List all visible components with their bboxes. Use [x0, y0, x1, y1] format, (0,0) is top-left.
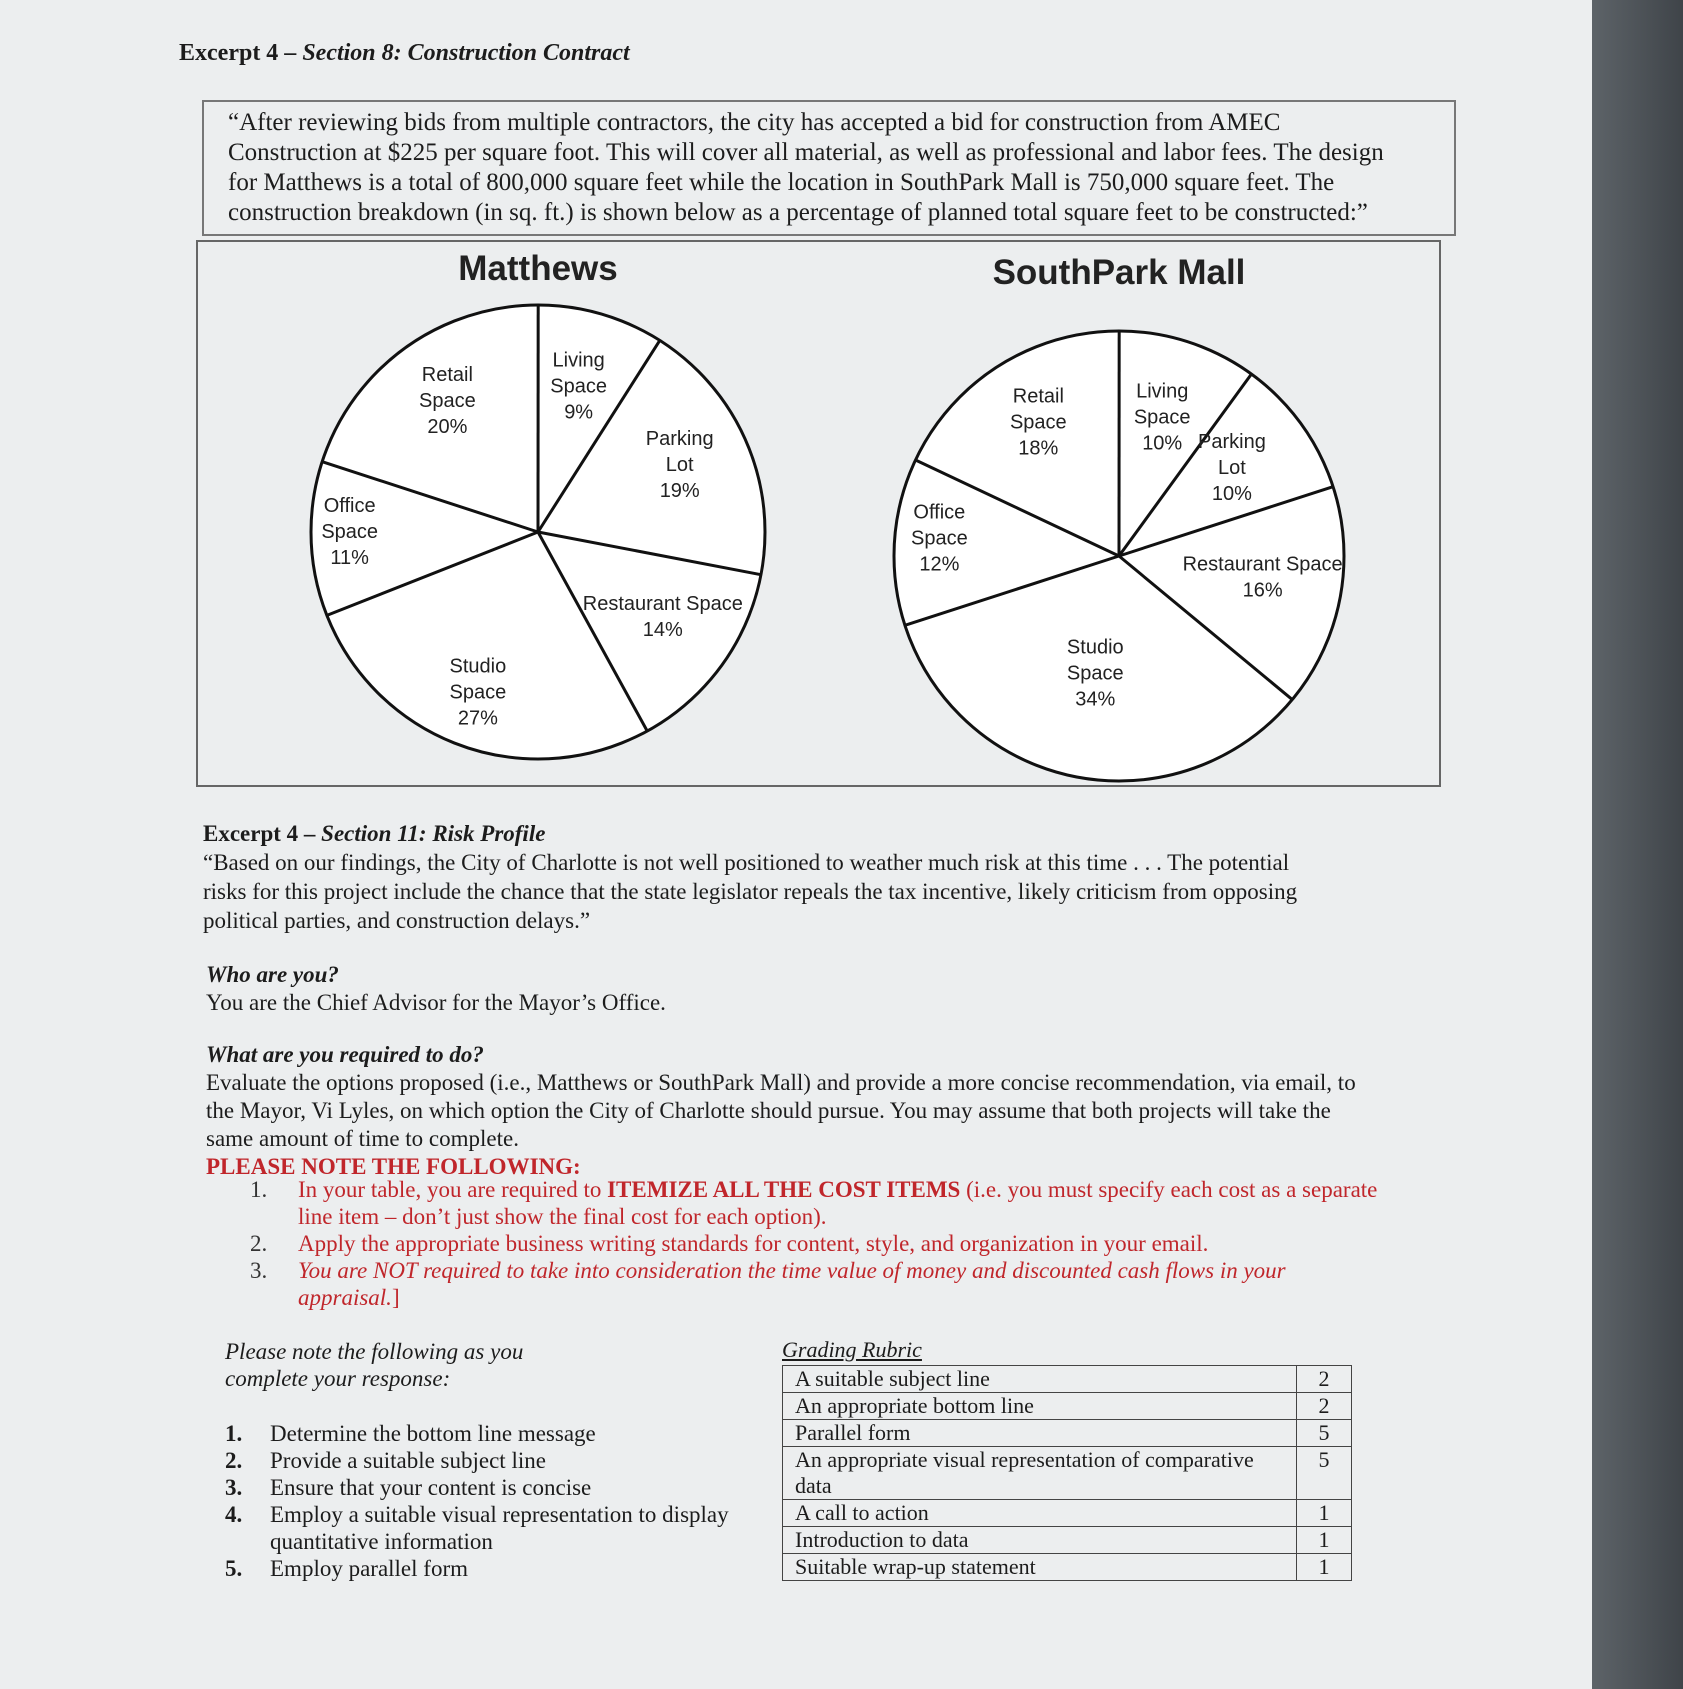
- item-text: Employ a suitable visual representation to display quantitative information: [270, 1502, 729, 1554]
- item-text: Determine the bottom line message: [270, 1421, 596, 1446]
- rubric-criterion: A suitable subject line: [783, 1366, 1297, 1393]
- rubric-points: 1: [1297, 1500, 1352, 1527]
- pie-slice-label: Living Space 9%: [550, 349, 608, 424]
- what-line: the Mayor, Vi Lyles, on which option the City of Charlotte should pursue. You may assume that both projects will take the: [206, 1098, 1331, 1123]
- table-row: [783, 1554, 1352, 1581]
- pie-slice-label: Restaurant Space 16%: [1182, 553, 1343, 602]
- pie-slice-label: Retail Space 18%: [1009, 385, 1067, 460]
- pie-slice-label: Parking Lot 10%: [1198, 431, 1266, 506]
- item-text-part: (i.e. you must specify each cost as a separate line item – don’t just show the final cost for each option).: [298, 1177, 1378, 1229]
- rubric-points: 5: [1297, 1447, 1352, 1500]
- rubric-criterion: An appropriate bottom line: [783, 1393, 1297, 1420]
- chart-title: Matthews: [458, 249, 618, 288]
- section-title: Section 8: Construction Contract: [302, 40, 630, 66]
- note-list: [250, 1176, 1390, 1311]
- chart-title: SouthPark Mall: [992, 253, 1246, 292]
- item-text: [298, 1257, 1390, 1311]
- rubric-criterion: Introduction to data: [783, 1527, 1297, 1554]
- list-item: [250, 1257, 1390, 1311]
- who-are-you: [206, 961, 1446, 1017]
- table-row: [783, 1500, 1352, 1527]
- rubric-criterion: Suitable wrap-up statement: [783, 1554, 1297, 1581]
- table-row: [783, 1527, 1352, 1554]
- item-emphasis: You are NOT required to take into consideration the time value of money and discounted cash flows in your appraisal.: [298, 1258, 1286, 1310]
- what-line: Evaluate the options proposed (i.e., Matthews or SouthPark Mall) and provide a more concise recommendation, via email, to: [206, 1070, 1356, 1095]
- rubric-criterion: An appropriate visual representation of comparative data: [783, 1447, 1297, 1500]
- risk-line: “Based on our findings, the City of Charlotte is not well positioned to weather much risk at this time . . . The potential: [203, 850, 1290, 875]
- pie-charts: [198, 242, 1439, 785]
- item-number: 2.: [225, 1448, 243, 1473]
- rubric-points: 2: [1297, 1393, 1352, 1420]
- table-row: [783, 1366, 1352, 1393]
- pie-slice-label: Studio Space 27%: [449, 655, 507, 730]
- item-text: [298, 1176, 1390, 1230]
- pie-slice-label: Office Space 11%: [321, 494, 379, 569]
- contract-quote: [202, 100, 1456, 236]
- table-row: [783, 1393, 1352, 1420]
- risk-line: political parties, and construction delays.”: [203, 908, 591, 933]
- list-item: [250, 1230, 1390, 1257]
- note-heading: PLEASE NOTE THE FOLLOWING:: [206, 1154, 581, 1179]
- quote-line: construction breakdown (in sq. ft.) is shown below as a percentage of planned total square feet to be constructed:”: [228, 199, 1368, 226]
- pie-slice-label: Office Space 12%: [911, 501, 968, 576]
- item-number: 5.: [225, 1556, 243, 1581]
- what-required: [206, 1041, 1446, 1181]
- list-item: [225, 1420, 765, 1447]
- quote-line: “After reviewing bids from multiple contractors, the city has accepted a bid for construction from AMEC: [228, 109, 1281, 136]
- section-11-heading: [203, 819, 1403, 848]
- list-item: [250, 1176, 1390, 1230]
- rubric-criterion: Parallel form: [783, 1420, 1297, 1447]
- tips-intro: complete your response:: [225, 1366, 451, 1391]
- who-answer: You are the Chief Advisor for the Mayor’s Office.: [206, 990, 666, 1015]
- quote-line: for Matthews is a total of 800,000 square feet while the location in SouthPark Mall is 750,000 square feet. The: [228, 169, 1335, 196]
- section-title: Section 11: Risk Profile: [321, 821, 546, 846]
- tips-intro: Please note the following as you: [225, 1339, 524, 1364]
- item-number: 4.: [225, 1502, 243, 1527]
- item-text-part: ]: [391, 1285, 400, 1310]
- rubric-points: 5: [1297, 1420, 1352, 1447]
- rubric-points: 1: [1297, 1554, 1352, 1581]
- item-text: Employ parallel form: [270, 1556, 468, 1581]
- rubric-criterion: A call to action: [783, 1500, 1297, 1527]
- section-prefix: Excerpt 4 –: [179, 40, 303, 66]
- pie-slice-label: Parking Lot 19%: [645, 427, 714, 502]
- monitor-bezel: [1592, 0, 1683, 1689]
- risk-line: risks for this project include the chance that the state legislator repeals the tax incentive, likely criticism from opposing: [203, 879, 1298, 904]
- rubric-points: 1: [1297, 1527, 1352, 1554]
- item-number: 1.: [250, 1177, 268, 1202]
- list-item: [225, 1474, 765, 1501]
- item-emphasis: ITEMIZE ALL THE COST ITEMS: [607, 1177, 961, 1202]
- pie-charts-panel: [196, 240, 1441, 787]
- table-row: [783, 1447, 1352, 1500]
- item-text: Provide a suitable subject line: [270, 1448, 546, 1473]
- section-prefix: Excerpt 4 –: [203, 821, 322, 846]
- list-item: [225, 1555, 765, 1582]
- pie-slice-label: Studio Space 34%: [1066, 636, 1124, 711]
- response-tips: [225, 1338, 765, 1582]
- item-number: 1.: [225, 1421, 243, 1446]
- item-text-part: In your table, you are required to: [298, 1177, 608, 1202]
- item-number: 3.: [225, 1475, 243, 1500]
- rubric-table: [782, 1365, 1352, 1581]
- table-row: [783, 1420, 1352, 1447]
- pie-slice-label: Retail Space 20%: [419, 364, 476, 439]
- what-question: What are you required to do?: [206, 1042, 484, 1067]
- risk-profile: [203, 819, 1403, 935]
- list-item: [225, 1447, 765, 1474]
- item-text: Apply the appropriate business writing standards for content, style, and organization in your email.: [298, 1231, 1209, 1256]
- item-number: 2.: [250, 1231, 268, 1256]
- what-line: same amount of time to complete.: [206, 1126, 519, 1151]
- section-8-heading: [179, 40, 630, 67]
- quote-line: Construction at $225 per square foot. This will cover all material, as well as professional and labor fees. The design: [228, 139, 1384, 166]
- pie-slice-label: Living Space 10%: [1133, 380, 1191, 455]
- grading-rubric: [782, 1337, 1352, 1581]
- pie-slice-label: Restaurant Space 14%: [582, 592, 743, 641]
- rubric-title: Grading Rubric: [782, 1337, 922, 1362]
- rubric-points: 2: [1297, 1366, 1352, 1393]
- item-text: Ensure that your content is concise: [270, 1475, 592, 1500]
- list-item: [225, 1501, 765, 1555]
- item-number: 3.: [250, 1258, 268, 1283]
- who-question: Who are you?: [206, 962, 339, 987]
